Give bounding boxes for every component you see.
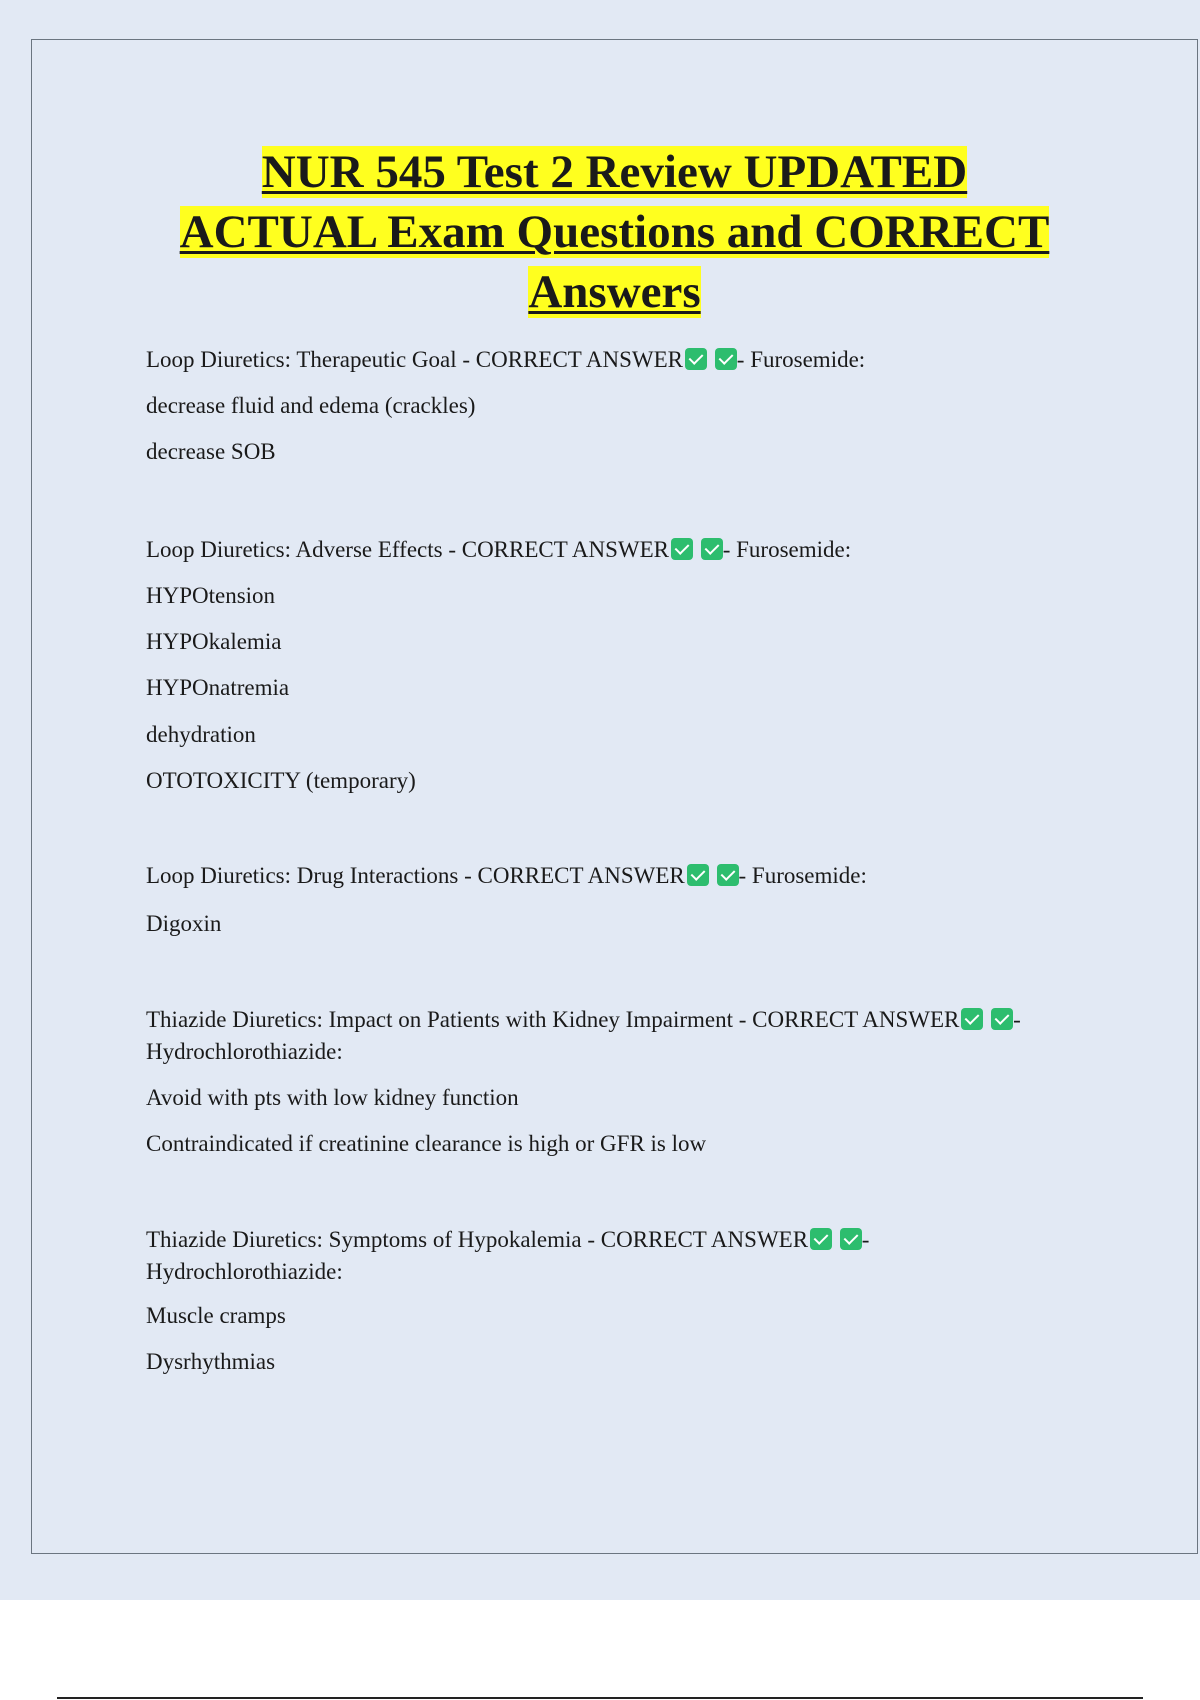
answer-line: Dysrhythmias (146, 1349, 276, 1374)
check-box-icon (810, 1228, 832, 1250)
qa-item (146, 344, 1126, 464)
question-tail: - Furosemide: (738, 863, 867, 888)
check-box-icon (701, 538, 723, 560)
answer-line: Muscle cramps (146, 1303, 286, 1328)
title-line-2: ACTUAL Exam Questions and CORRECT (179, 206, 1050, 258)
qa-item (146, 1004, 1126, 1156)
title-line-1: NUR 545 Test 2 Review UPDATED (261, 146, 968, 198)
question-line (146, 344, 1126, 376)
footer-rule (57, 1697, 1143, 1699)
question-text: Loop Diuretics: Adverse Effects - CORRECT ANSWER (146, 537, 669, 562)
answer-line: OTOTOXICITY (temporary) (146, 768, 416, 793)
question-tail: - Furosemide: (722, 537, 852, 562)
question-text: Thiazide Diuretics: Symptoms of Hypokalemia - CORRECT ANSWER (146, 1227, 809, 1252)
check-box-icon (840, 1228, 862, 1250)
question-tail: - (861, 1227, 870, 1252)
question-line (146, 1004, 1126, 1036)
answer-line: decrease fluid and edema (crackles) (146, 393, 476, 418)
answer-line: HYPOtension (146, 583, 276, 608)
check-box-icon (715, 348, 737, 370)
document-page (31, 39, 1198, 1554)
question-continuation: Hydrochlorothiazide: (146, 1039, 343, 1064)
qa-item (146, 534, 1126, 793)
question-text: Loop Diuretics: Therapeutic Goal - CORRECT ANSWER (146, 347, 684, 372)
answer-line: Contraindicated if creatinine clearance is high or GFR is low (146, 1131, 707, 1156)
question-line (146, 1224, 1126, 1256)
check-box-icon (717, 864, 739, 886)
qa-item (146, 860, 1126, 936)
check-box-icon (991, 1008, 1013, 1030)
answer-line: dehydration (146, 722, 256, 747)
question-line (146, 534, 1126, 566)
question-text: Loop Diuretics: Drug Interactions - CORRECT ANSWER (146, 863, 685, 888)
question-tail: - Furosemide: (736, 347, 866, 372)
answer-line: Digoxin (146, 911, 222, 936)
answer-line: Avoid with pts with low kidney function (146, 1085, 519, 1110)
title-line-3: Answers (528, 266, 701, 318)
question-text: Thiazide Diuretics: Impact on Patients with Kidney Impairment - CORRECT ANSWER (146, 1007, 960, 1032)
question-line (146, 860, 1126, 892)
answer-line: decrease SOB (146, 439, 276, 464)
check-box-icon (685, 348, 707, 370)
qa-item (146, 1224, 1126, 1374)
check-box-icon (961, 1008, 983, 1030)
question-continuation: Hydrochlorothiazide: (146, 1259, 343, 1284)
answer-line: HYPOkalemia (146, 629, 282, 654)
question-tail: - (1013, 1007, 1021, 1032)
document-title (32, 142, 1197, 322)
answer-line: HYPOnatremia (146, 675, 290, 700)
check-box-icon (671, 538, 693, 560)
check-box-icon (687, 864, 709, 886)
